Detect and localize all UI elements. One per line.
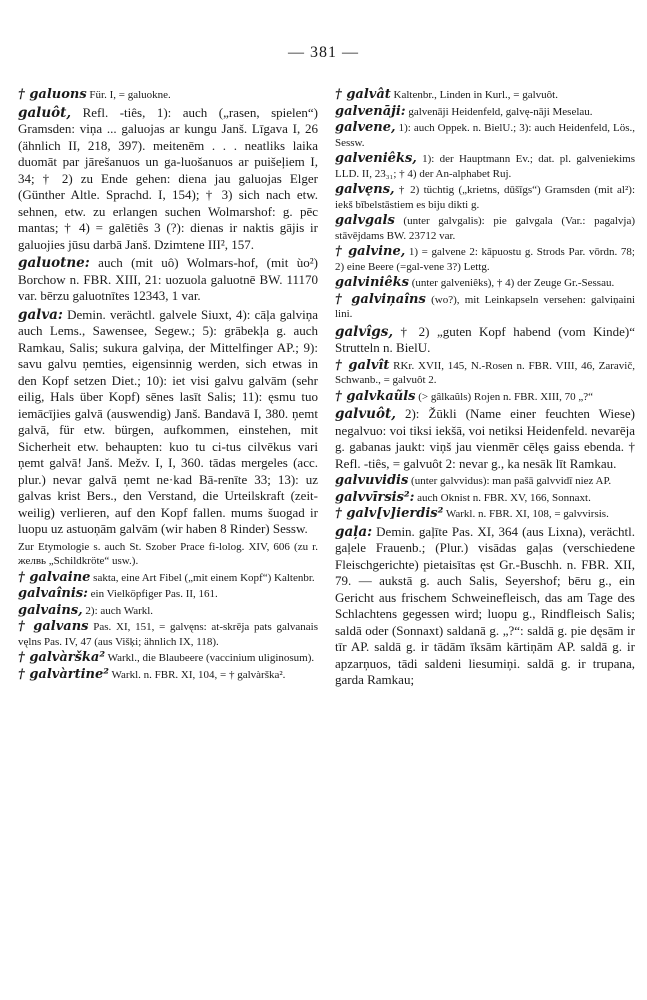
entry-headword: galvains,: [18, 602, 83, 618]
entry-text: Refl. -tiês, 1): auch („rasen, spielen“) Gramsden: viņa ... galuojas ar kungu Janš. Līgava I, 26 (ähnlich II, 218, 397). meitenēm . . . neatliks laika duomāt par jārešanuos un ga-luošanuos ar puišeļiem I, 34; † 2) zu Ende gehen: diena jau galuojas Elger (Günther Altle. Sprachd. I, 154); † 3) sich nach etw. sehnen, etw. zu erlangen suchen Wolmarshof: g. pēc mantas; † 4) = galētiês 3 (?): dienas ir naktis gājis ir galuojies jūsu darbā Janš. Dzimtene III², 157.: [18, 104, 318, 252]
dictionary-entry: [335, 105, 635, 120]
entry-headword: galvuôt,: [335, 406, 396, 422]
entry-text: Für. I, = galuokne.: [86, 89, 171, 101]
entry-text: Demin. gaļīte Pas. XI, 364 (aus Lixna), verächtl. gaļele Frauenb.; (Plur.) visādas gaļas (verschiedene Fleischgerichte) pietaisītas ęst Gr.-Buschh. n. FBR. XII, 79. — aukstā g. auch Salis, Seyershof; bēru g., ein Gericht aus frischem Schweinefleisch, das am Tage des Schlachtens gegessen wird; luopu g., Rindfleisch Salis; saldā oder (Sonnaxt) saldanā g. „?“: saldā g. pie dęsām ir tīr AP. saldā g. ir tādām īksām kārtiņām AP. saldā g. ir apzarņuos, tādi saldeni liesumiņi. saldā g. ir trupana, garda Ramkau;: [335, 523, 635, 687]
entry-headword: galvîgs,: [335, 323, 394, 340]
entry-headword: galuôt,: [18, 104, 72, 121]
entry-text: Kaltenbr., Linden in Kurl., = galvuôt.: [390, 89, 558, 101]
dictionary-entry: [335, 121, 635, 150]
entry-headword: † galv[v]ierdis²: [335, 506, 444, 521]
entry-headword: † galuons: [18, 87, 87, 102]
entry-headword: † galvans: [18, 619, 89, 634]
entry-text: Warkl. n. FBR. XI, 108, = galvvirsis.: [443, 508, 609, 520]
entry-text: Demin. verächtl. galvele Siuxt, 4): cāļa galviņa auch Lems., Sawensee, Segew.; 5): grābekļa g. auch Ramkau, Salis; sukura galviņa, der Mittelfinger AP.; 9): savu galvu ņemties, eigensinnig werden, sich etwas in den Kopf setzen Diet.; 10): iet visi galvu galvām (sehr eilig, Hals über Kopf) sēnes lasīt Salis; 11): ęsmu tuo iemācījies galvā (auswendig) Janš. Bandavā I, 380. ņemt galvā, für etw. bürgen, aufkommen, einstehen, mit Sicherheit etw. behaupten: kuo tu ci-tus cilvēkus vari ņemt galvā! Janš. Mežv. I, I, 360. tādas mergeles (acc. plur.) nevar galvā ņemt ne·kad Bā-renīte 33; 13): uz galvas krist Bers., den Verstand, die Urteilskraft (zeit-weilig) verlieren, auf den Kopf fallen. mums šuogad ir luopu uz astuoņām galvām (wir haben 8 Rinder) Sessw.: [18, 306, 318, 536]
dictionary-entry: [335, 276, 635, 291]
entry-text: † 2) tüchtig („krietns, dūšīgs“) Gramsden (mit al²): iekš bībelstāstiem es biju dikti g.: [335, 184, 635, 211]
entry-text: Zur Etymologie s. auch St. Szober Prace fi-lolog. XIV, 606 (zu r. желвь „Schildkröte“ usw.).: [18, 540, 318, 567]
dictionary-entry: [335, 491, 635, 506]
entry-headword: galvvīrsis²:: [335, 489, 415, 505]
entry-headword: † galviņaîns: [335, 291, 426, 307]
dictionary-entry: [18, 307, 318, 538]
entry-text: 2): Žūkli (Name einer feuchten Wiese) negalvuo: voi tiksi iekšā, voi netiksi Heidenfeld. nevarēja g. gabanas jaukt: viņš jau vienmēr cēlęs gaiss ebenda. † Refl. -tiês, = galvuôt 2: nevar g., ka nesāk līt Ramkau.: [335, 406, 635, 471]
entry-headword: galvęns,: [335, 182, 395, 197]
dictionary-entry: [18, 620, 318, 649]
entry-headword: galvenāji:: [335, 103, 406, 119]
dictionary-entry: [18, 105, 318, 254]
dictionary-entry: [18, 604, 318, 619]
dictionary-entry: [335, 88, 635, 103]
entry-text: † 2) „guten Kopf habend (vom Kinde)“ Strutteln n. BielU.: [335, 323, 635, 355]
dictionary-entry: [335, 214, 635, 243]
dictionary-entry: [335, 474, 635, 489]
dictionary-entry: [335, 152, 635, 181]
dictionary-entry: [335, 245, 635, 274]
dictionary-entry: [335, 293, 635, 322]
dictionary-entry: [335, 524, 635, 689]
entry-headword: galuotne:: [18, 255, 90, 271]
entry-text: 1): der Hauptmann Ev.; dat. pl. galveniekims LLD. II, 23₃₁; † 4) der An-alphabet Ruj.: [335, 153, 635, 180]
dictionary-entry: [18, 88, 318, 103]
dictionary-entry: [335, 406, 635, 472]
entry-headword: † galvaine: [18, 569, 91, 585]
entry-text: (unter galvgalis): pie galvgala (Var.: pagalvja) stāvējdams BW. 23712 var.: [335, 215, 635, 242]
entry-headword: † galvkaũls: [335, 388, 416, 404]
dictionary-entry: [18, 651, 318, 666]
entry-text: 2): auch Warkl.: [82, 604, 154, 617]
entry-text: 1) = galvene 2: kāpuostu g. Strods Par. vōrdn. 78; 2) eine Beere (=gal-vene 3?) Lettg.: [335, 246, 635, 273]
dictionary-entry: [18, 668, 318, 683]
entry-headword: galvgals: [335, 213, 395, 228]
entry-text: galvenāji Heidenfeld, galvę-nāji Meselau.: [405, 105, 593, 118]
entry-headword: galva:: [18, 306, 63, 323]
entry-headword: galvaînis:: [18, 586, 88, 601]
dictionary-entry: [18, 255, 318, 305]
right-column: [335, 88, 635, 691]
dictionary-entry: [18, 540, 318, 569]
entry-text: RKr. XVII, 145, N.-Rosen n. FBR. VIII, 46, Zaravič, Schwanb., = galvuôt 2.: [335, 359, 635, 386]
entry-headword: gaļa:: [335, 523, 373, 540]
dictionary-entry: [335, 359, 635, 388]
entry-text: (unter galveniêks), † 4) der Zeuge Gr.-Sessau.: [408, 277, 615, 289]
entry-text: Warkl., die Blaubeere (vaccinium uliginosum).: [105, 652, 315, 664]
dictionary-entry: [335, 324, 635, 357]
dictionary-entry: [18, 587, 318, 602]
entry-headword: galvuvidis: [335, 473, 409, 488]
entry-text: (> gâlkaũls) Rojen n. FBR. XIII, 70 „?“: [415, 390, 594, 403]
dictionary-entry: [335, 390, 635, 405]
entry-text: auch Oknist n. FBR. XV, 166, Sonnaxt.: [414, 491, 591, 504]
entry-headword: † galvît: [335, 357, 390, 373]
entry-headword: † galvine,: [335, 244, 406, 259]
entry-text: auch (mit uô) Wolmars-hof, (mit ùo²) Borchow n. FBR. XIII, 21: uozuola galuotnē BW. 11170 var. bērzu galuotnītes 12343, 1 var.: [18, 255, 318, 303]
entry-text: sakta, eine Art Fibel („mit einem Kopf“) Kaltenbr.: [90, 571, 315, 584]
dictionary-entry: [335, 507, 635, 522]
entry-text: (unter galvvidus): man pašā galvvidī niez AP.: [408, 475, 612, 487]
entry-headword: galvene,: [335, 120, 396, 135]
entry-text: ein Vielköpfiger Pas. II, 161.: [87, 588, 218, 600]
entry-text: Warkl. n. FBR. XI, 104, = † galvàrška².: [108, 668, 286, 681]
entry-headword: † galvàrtine²: [18, 666, 109, 682]
entry-headword: galveniêks,: [335, 151, 417, 166]
entry-text: 1): auch Oppek. n. BielU.; 3): auch Heidenfeld, Lös., Sessw.: [335, 122, 635, 149]
entry-text: Pas. XI, 151, = galvęns: at-skrēja pats galvanais vęlns Pas. IV, 47 (aus Višķi; ähnlich IX, 118).: [18, 621, 318, 648]
page-number: — 381 —: [288, 44, 359, 61]
dictionary-entry: [335, 183, 635, 212]
entry-headword: † galvàrška²: [18, 650, 106, 665]
entry-headword: † galvât: [335, 87, 391, 102]
dictionary-entry: [18, 571, 318, 586]
entry-headword: galviniêks: [335, 275, 409, 290]
left-column: [18, 88, 318, 684]
entry-text: (wo?), mit Leinkapseln versehen: galviņaini lini.: [335, 293, 636, 320]
